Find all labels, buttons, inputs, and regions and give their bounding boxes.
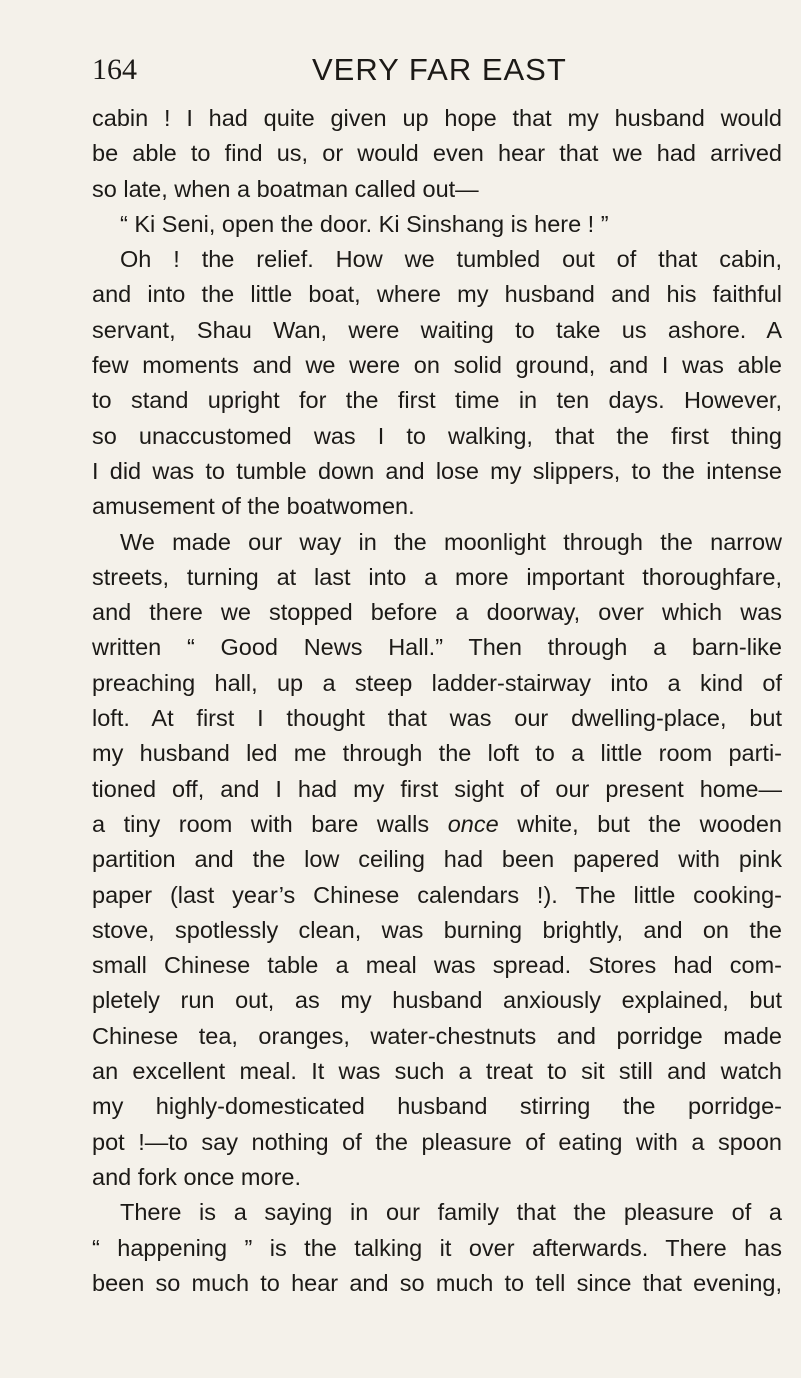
text-line: There is a saying in our family that the pleasure of a (120, 1199, 782, 1226)
text-line: cabin ! I had quite given up hope that my husband would (92, 105, 782, 131)
text-line: tioned off, and I had my first sight of our present home— (92, 775, 782, 802)
text-line: I did was to tumble down and lose my slippers, to the intense (92, 457, 782, 484)
text-line: “ happening ” is the talking it over afterwards. There has (92, 1234, 782, 1261)
text-line: been so much to hear and so much to tell since that evening, (92, 1269, 782, 1296)
text-line: Oh ! the relief. How we tumbled out of that cabin, (120, 246, 782, 273)
italic-emphasis: once (447, 810, 499, 837)
text-line (92, 807, 782, 842)
text-line: amusement of the boatwomen. (92, 493, 415, 520)
text-line: so late, when a boatman called out— (92, 175, 479, 202)
text-line: Chinese tea, oranges, water-chestnuts and porridge made (92, 1022, 782, 1049)
text-line: be able to find us, or would even hear that we had arrived (92, 140, 782, 167)
text-line: partition and the low ceiling had been papered with pink (92, 846, 782, 873)
text-line: and there we stopped before a doorway, over which was (92, 599, 782, 626)
page-header (92, 40, 772, 100)
text-segment: white, but the wooden (517, 810, 782, 837)
text-line: to stand upright for the first time in ten days. However, (92, 387, 782, 414)
text-line: paper (last year’s Chinese calendars !). The little cooking- (92, 881, 782, 908)
text-line: pletely run out, as my husband anxiously explained, but (92, 987, 782, 1014)
text-line: my highly-domesticated husband stirring the porridge- (92, 1093, 782, 1120)
text-line: and into the little boat, where my husband and his faithful (92, 281, 782, 308)
text-line: loft. At first I thought that was our dwelling-place, but (92, 705, 782, 732)
text-line: small Chinese table a meal was spread. Stores had com- (92, 952, 782, 979)
page-number: 164 (92, 53, 137, 86)
text-line: “ Ki Seni, open the door. Ki Sinshang is here ! ” (120, 210, 609, 237)
text-line: written “ Good News Hall.” Then through a barn-like (92, 634, 782, 661)
text-line: an excellent meal. It was such a treat to sit still and watch (92, 1058, 782, 1085)
text-segment: a tiny room with bare walls (92, 810, 430, 837)
body-text (92, 101, 782, 1301)
text-line: preaching hall, up a steep ladder-stairway into a kind of (92, 669, 782, 696)
text-line: so unaccustomed was I to walking, that the first thing (92, 422, 782, 449)
text-line: stove, spotlessly clean, was burning brightly, and on the (92, 916, 782, 943)
text-line: servant, Shau Wan, were waiting to take us ashore. A (92, 316, 782, 343)
text-line: streets, turning at last into a more important thoroughfare, (92, 563, 782, 590)
text-line: pot !—to say nothing of the pleasure of eating with a spoon (92, 1128, 782, 1155)
running-head: VERY FAR EAST (312, 52, 567, 87)
text-line: few moments and we were on solid ground, and I was able (92, 352, 782, 379)
text-line: We made our way in the moonlight through the narrow (120, 528, 782, 555)
text-line: my husband led me through the loft to a little room parti- (92, 740, 782, 767)
text-line: and fork once more. (92, 1163, 301, 1190)
